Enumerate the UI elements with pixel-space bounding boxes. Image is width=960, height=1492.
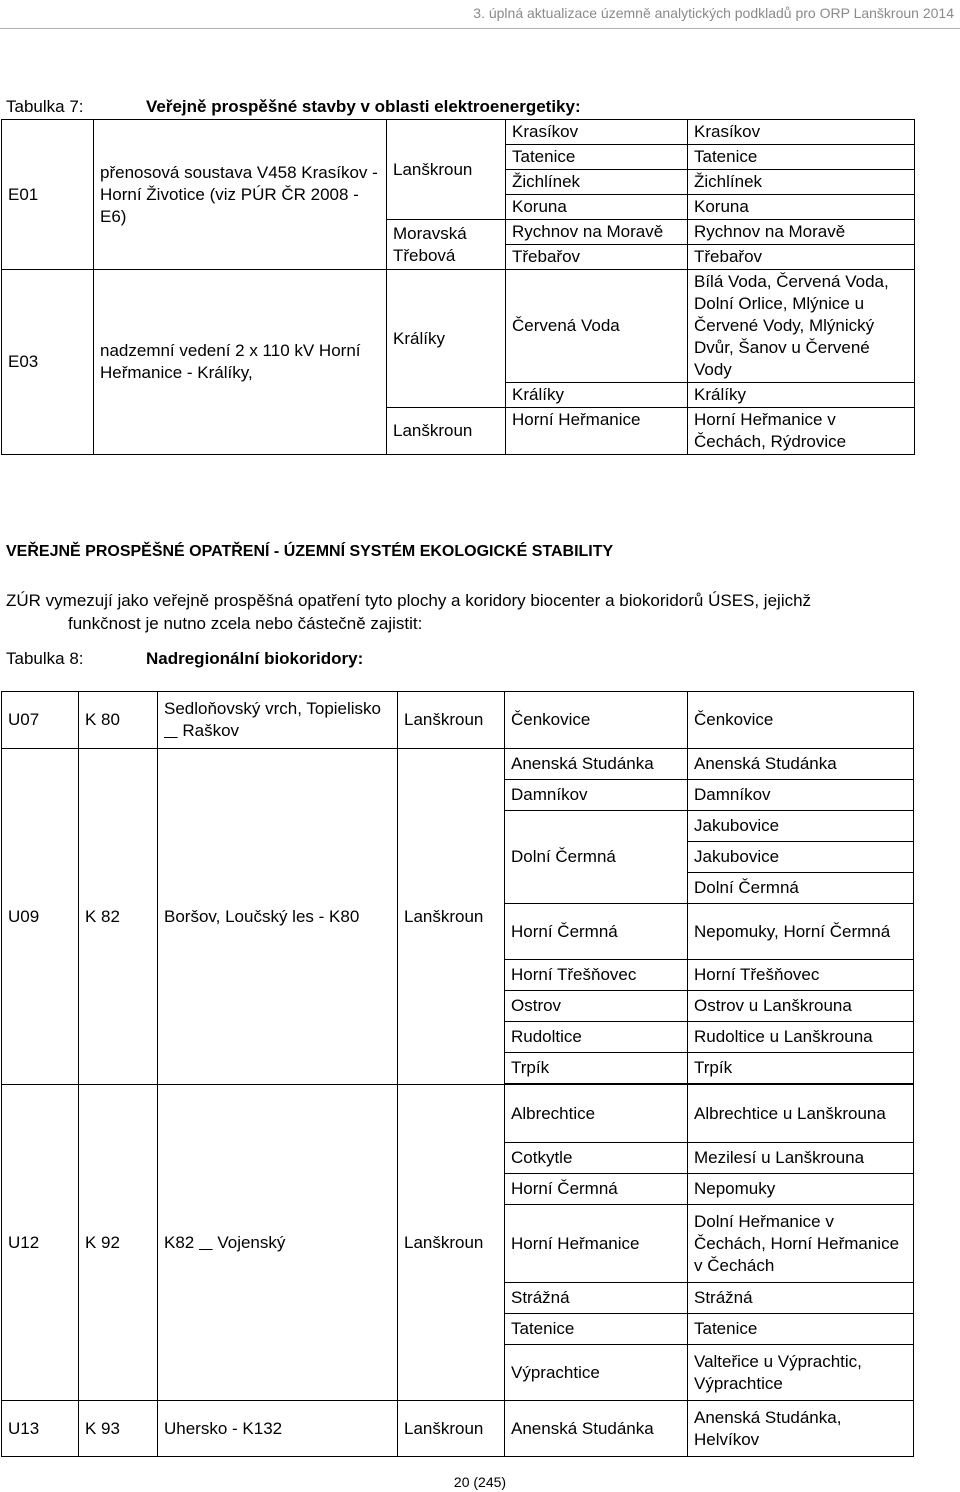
table8-obec: Výprachtice bbox=[505, 1345, 688, 1401]
table8-ku: Dolní Heřmanice v Čechách, Horní Heřmanice v Čechách bbox=[688, 1205, 914, 1283]
table8-ku: Ostrov u Lanškrouna bbox=[688, 991, 914, 1022]
table8-obec: Trpík bbox=[505, 1053, 688, 1084]
table8-code: U13 bbox=[2, 1401, 79, 1457]
table8-orp: Lanškroun bbox=[398, 749, 505, 1085]
table7-ku: Bílá Voda, Červená Voda, Dolní Orlice, Mlýnice u Červené Vody, Mlýnický Dvůr, Šanov u Červené Vody bbox=[688, 270, 915, 383]
table7-caption: Tabulka 7: bbox=[6, 97, 84, 116]
table8-ku: Horní Třešňovec bbox=[688, 960, 914, 991]
table8-obec: Horní Čermná bbox=[505, 904, 688, 960]
table7-obec: Králíky bbox=[506, 383, 688, 408]
table8-k: K 82 bbox=[79, 749, 158, 1085]
table7-description: nadzemní vedení 2 x 110 kV Horní Heřmanice - Králíky, bbox=[94, 270, 387, 455]
table8-ku: Rudoltice u Lanškrouna bbox=[688, 1022, 914, 1053]
table8-obec: Damníkov bbox=[505, 780, 688, 811]
table7-orp: Lanškroun bbox=[387, 120, 506, 220]
table8-orp: Lanškroun bbox=[398, 692, 505, 749]
table8-obec: Albrechtice bbox=[505, 1085, 688, 1143]
table8-orp: Lanškroun bbox=[398, 1401, 505, 1457]
header-divider bbox=[0, 28, 960, 29]
name-part: Vojenský bbox=[217, 1232, 286, 1252]
table8-title: Nadregionální biokoridory: bbox=[146, 649, 364, 668]
table7-obec: Rychnov na Moravě bbox=[506, 220, 688, 245]
table8-ku: Dolní Čermná bbox=[688, 873, 914, 904]
table8-orp: Lanškroun bbox=[398, 1085, 505, 1401]
table7-ku: Koruna bbox=[688, 195, 915, 220]
table8-obec: Cotkytle bbox=[505, 1143, 688, 1174]
table7-description: přenosová soustava V458 Krasíkov - Horní Životice (viz PÚR ČR 2008 - E6) bbox=[94, 120, 387, 270]
name-part: K82 bbox=[164, 1232, 195, 1252]
table8-obec: Rudoltice bbox=[505, 1022, 688, 1053]
table7-ku: Krasíkov bbox=[688, 120, 915, 145]
table7-obec: Koruna bbox=[506, 195, 688, 220]
table7-orp: Moravská Třebová bbox=[387, 220, 506, 270]
table8-ku: Strážná bbox=[688, 1283, 914, 1314]
paragraph-line: ZÚR vymezují jako veřejně prospěšná opatření tyto plochy a koridory biocenter a biokoridorů ÚSES, jejichž bbox=[6, 591, 812, 610]
table8-obec: Ostrov bbox=[505, 991, 688, 1022]
table8-ku: Valteřice u Výprachtic, Výprachtice bbox=[688, 1345, 914, 1401]
table7-ku: Tatenice bbox=[688, 145, 915, 170]
name-underline bbox=[164, 721, 178, 740]
page-number: 20 (245) bbox=[453, 1474, 507, 1490]
table7-ku: Žichlínek bbox=[688, 170, 915, 195]
table8-obec: Horní Čermná bbox=[505, 1174, 688, 1205]
page-header: 3. úplná aktualizace územně analytických podkladů pro ORP Lanškroun 2014 bbox=[473, 5, 954, 21]
table7-ku: Horní Heřmanice v Čechách, Rýdrovice bbox=[688, 408, 915, 455]
table7-code: E01 bbox=[2, 120, 94, 270]
table7 bbox=[1, 119, 915, 455]
table8-obec: Horní Třešňovec bbox=[505, 960, 688, 991]
section-heading: VEŘEJNĚ PROSPĚŠNÉ OPATŘENÍ - ÚZEMNÍ SYSTÉM EKOLOGICKÉ STABILITY bbox=[6, 543, 614, 560]
table8-obec: Horní Heřmanice bbox=[505, 1205, 688, 1283]
table8-ku: Albrechtice u Lanškrouna bbox=[688, 1085, 914, 1143]
table8-k: K 80 bbox=[79, 692, 158, 749]
name-part: Sedloňovský vrch, Topielisko bbox=[164, 699, 382, 718]
table7-obec: Krasíkov bbox=[506, 120, 688, 145]
table8 bbox=[1, 691, 914, 1457]
table7-obec: Třebařov bbox=[506, 245, 688, 270]
table8-obec: Dolní Čermná bbox=[505, 811, 688, 904]
table8-k: K 93 bbox=[79, 1401, 158, 1457]
table8-obec: Anenská Studánka bbox=[505, 749, 688, 780]
table7-orp: Králíky bbox=[387, 270, 506, 408]
table8-obec: Anenská Studánka bbox=[505, 1401, 688, 1457]
table7-ku: Králíky bbox=[688, 383, 915, 408]
name-underline bbox=[199, 1233, 213, 1252]
table8-name bbox=[158, 692, 398, 749]
table8-name: Boršov, Loučský les - K80 bbox=[158, 749, 398, 1085]
table8-ku: Jakubovice bbox=[688, 842, 914, 873]
table8-ku: Nepomuky bbox=[688, 1174, 914, 1205]
table8-obec: Strážná bbox=[505, 1283, 688, 1314]
table8-code: U12 bbox=[2, 1085, 79, 1401]
name-part: Raškov bbox=[182, 721, 240, 740]
table8-ku: Tatenice bbox=[688, 1314, 914, 1345]
table8-obec: Tatenice bbox=[505, 1314, 688, 1345]
table8-ku: Trpík bbox=[688, 1053, 914, 1084]
table8-name: Uhersko - K132 bbox=[158, 1401, 398, 1457]
table7-obec: Horní Heřmanice bbox=[506, 408, 688, 455]
table7-obec: Červená Voda bbox=[506, 270, 688, 383]
table8-ku: Čenkovice bbox=[688, 692, 914, 749]
table7-title: Veřejně prospěšné stavby v oblasti elektroenergetiky: bbox=[146, 97, 581, 116]
table8-code: U07 bbox=[2, 692, 79, 749]
paragraph-line: funkčnost je nutno zcela nebo částečně zajistit: bbox=[68, 614, 423, 633]
table8-name bbox=[158, 1085, 398, 1401]
table8-ku: Anenská Studánka bbox=[688, 749, 914, 780]
table8-k: K 92 bbox=[79, 1085, 158, 1401]
table7-orp: Lanškroun bbox=[387, 408, 506, 455]
table8-code: U09 bbox=[2, 749, 79, 1085]
table8-obec: Čenkovice bbox=[505, 692, 688, 749]
table8-ku: Mezilesí u Lanškrouna bbox=[688, 1143, 914, 1174]
table7-ku: Třebařov bbox=[688, 245, 915, 270]
table8-ku: Jakubovice bbox=[688, 811, 914, 842]
table7-code: E03 bbox=[2, 270, 94, 455]
section-paragraph bbox=[6, 589, 951, 635]
table8-ku: Anenská Studánka, Helvíkov bbox=[688, 1401, 914, 1457]
table7-obec: Žichlínek bbox=[506, 170, 688, 195]
table8-ku: Nepomuky, Horní Čermná bbox=[688, 904, 914, 960]
table8-ku: Damníkov bbox=[688, 780, 914, 811]
table7-obec: Tatenice bbox=[506, 145, 688, 170]
table8-caption: Tabulka 8: bbox=[6, 649, 84, 668]
table7-ku: Rychnov na Moravě bbox=[688, 220, 915, 245]
